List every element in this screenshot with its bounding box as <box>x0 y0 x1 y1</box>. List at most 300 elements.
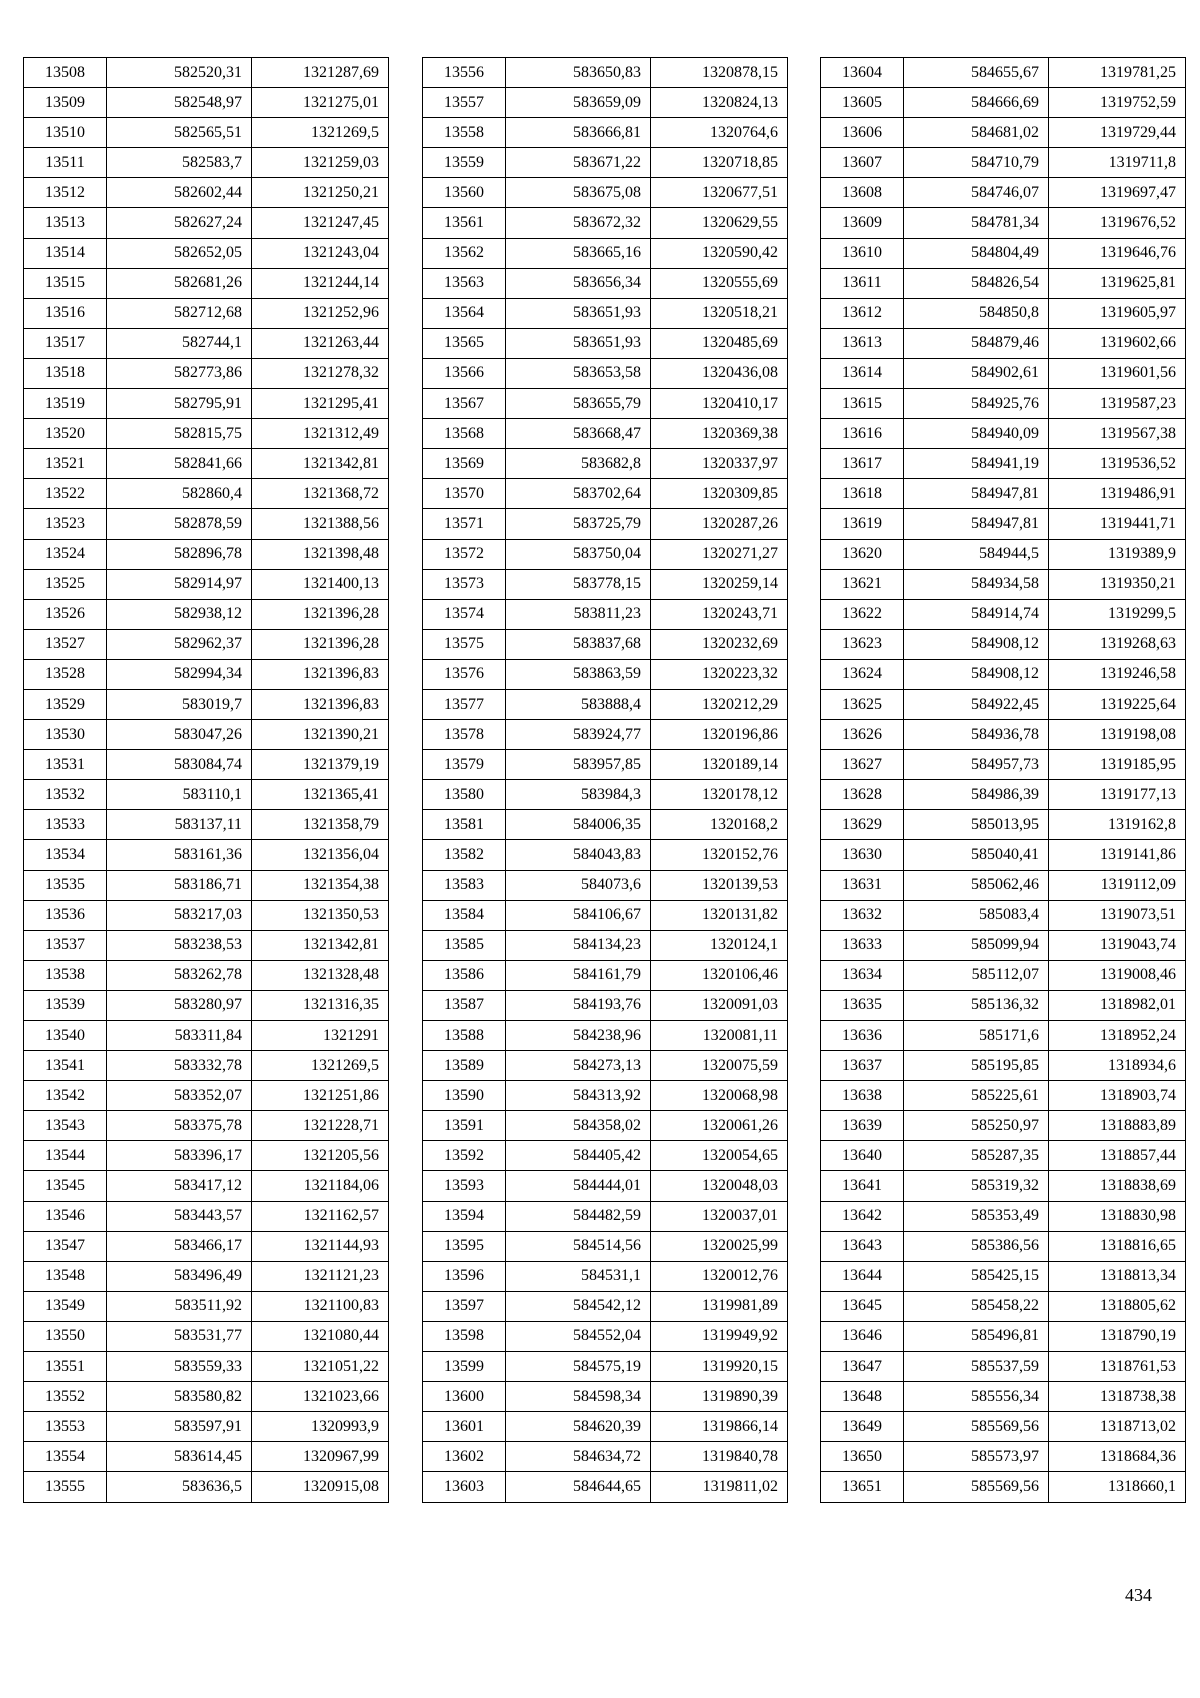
x-coordinate-cell: 584934,58 <box>904 569 1049 599</box>
point-number-cell: 13546 <box>24 1201 107 1231</box>
x-coordinate-cell: 584542,12 <box>506 1291 651 1321</box>
table-row <box>24 750 389 780</box>
y-coordinate-cell: 1320025,99 <box>651 1231 788 1261</box>
x-coordinate-cell: 583702,64 <box>506 479 651 509</box>
y-coordinate-cell: 1319601,56 <box>1049 358 1186 388</box>
table-row <box>24 509 389 539</box>
point-number-cell: 13621 <box>821 569 904 599</box>
point-number-cell: 13583 <box>423 870 506 900</box>
y-coordinate-cell: 1319587,23 <box>1049 389 1186 419</box>
y-coordinate-cell: 1320337,97 <box>651 449 788 479</box>
table-row <box>821 509 1186 539</box>
y-coordinate-cell: 1320061,26 <box>651 1111 788 1141</box>
x-coordinate-cell: 583332,78 <box>107 1051 252 1081</box>
point-number-cell: 13549 <box>24 1291 107 1321</box>
point-number-cell: 13589 <box>423 1051 506 1081</box>
point-number-cell: 13575 <box>423 629 506 659</box>
table-row <box>24 298 389 328</box>
point-number-cell: 13627 <box>821 750 904 780</box>
point-number-cell: 13641 <box>821 1171 904 1201</box>
point-number-cell: 13564 <box>423 298 506 328</box>
y-coordinate-cell: 1321269,5 <box>252 1051 389 1081</box>
y-coordinate-cell: 1321080,44 <box>252 1321 389 1351</box>
y-coordinate-cell: 1319268,63 <box>1049 629 1186 659</box>
x-coordinate-cell: 582712,68 <box>107 298 252 328</box>
table-row <box>24 900 389 930</box>
table-row <box>423 358 788 388</box>
x-coordinate-cell: 584925,76 <box>904 389 1049 419</box>
table-row <box>821 1051 1186 1081</box>
y-coordinate-cell: 1319112,09 <box>1049 870 1186 900</box>
x-coordinate-cell: 584273,13 <box>506 1051 651 1081</box>
point-number-cell: 13615 <box>821 389 904 419</box>
y-coordinate-cell: 1321259,03 <box>252 148 389 178</box>
table-row <box>821 88 1186 118</box>
x-coordinate-cell: 583659,09 <box>506 88 651 118</box>
table-row <box>821 1201 1186 1231</box>
table-row <box>423 1201 788 1231</box>
y-coordinate-cell: 1321244,14 <box>252 268 389 298</box>
point-number-cell: 13598 <box>423 1321 506 1351</box>
y-coordinate-cell: 1318816,65 <box>1049 1231 1186 1261</box>
x-coordinate-cell: 583511,92 <box>107 1291 252 1321</box>
point-number-cell: 13510 <box>24 118 107 148</box>
table-row <box>24 449 389 479</box>
y-coordinate-cell: 1318982,01 <box>1049 990 1186 1020</box>
table-row <box>24 689 389 719</box>
y-coordinate-cell: 1321354,38 <box>252 870 389 900</box>
point-number-cell: 13595 <box>423 1231 506 1261</box>
table-row <box>423 1261 788 1291</box>
table-row <box>24 479 389 509</box>
x-coordinate-cell: 584531,1 <box>506 1261 651 1291</box>
y-coordinate-cell: 1320271,27 <box>651 539 788 569</box>
x-coordinate-cell: 583672,32 <box>506 208 651 238</box>
point-number-cell: 13584 <box>423 900 506 930</box>
table-row <box>821 1382 1186 1412</box>
table-row <box>24 268 389 298</box>
point-number-cell: 13588 <box>423 1021 506 1051</box>
table-row <box>423 208 788 238</box>
y-coordinate-cell: 1320152,76 <box>651 840 788 870</box>
y-coordinate-cell: 1321398,48 <box>252 539 389 569</box>
point-number-cell: 13573 <box>423 569 506 599</box>
point-number-cell: 13568 <box>423 419 506 449</box>
point-number-cell: 13581 <box>423 810 506 840</box>
point-number-cell: 13529 <box>24 689 107 719</box>
y-coordinate-cell: 1321388,56 <box>252 509 389 539</box>
y-coordinate-cell: 1321121,23 <box>252 1261 389 1291</box>
table-row <box>423 328 788 358</box>
y-coordinate-cell: 1320915,08 <box>252 1472 389 1502</box>
table-row <box>821 1081 1186 1111</box>
x-coordinate-cell: 585136,32 <box>904 990 1049 1020</box>
point-number-cell: 13558 <box>423 118 506 148</box>
table-row <box>423 1231 788 1261</box>
point-number-cell: 13601 <box>423 1412 506 1442</box>
point-number-cell: 13537 <box>24 930 107 960</box>
y-coordinate-cell: 1319729,44 <box>1049 118 1186 148</box>
x-coordinate-cell: 584666,69 <box>904 88 1049 118</box>
table-row <box>821 900 1186 930</box>
table-row <box>423 389 788 419</box>
x-coordinate-cell: 583655,79 <box>506 389 651 419</box>
y-coordinate-cell: 1320590,42 <box>651 238 788 268</box>
x-coordinate-cell: 584986,39 <box>904 780 1049 810</box>
point-number-cell: 13557 <box>423 88 506 118</box>
y-coordinate-cell: 1321350,53 <box>252 900 389 930</box>
x-coordinate-cell: 583888,4 <box>506 689 651 719</box>
table-row <box>24 1412 389 1442</box>
x-coordinate-cell: 583650,83 <box>506 58 651 88</box>
y-coordinate-cell: 1319073,51 <box>1049 900 1186 930</box>
y-coordinate-cell: 1320196,86 <box>651 720 788 750</box>
x-coordinate-cell: 582795,91 <box>107 389 252 419</box>
x-coordinate-cell: 583863,59 <box>506 659 651 689</box>
x-coordinate-cell: 584043,83 <box>506 840 651 870</box>
point-number-cell: 13538 <box>24 960 107 990</box>
x-coordinate-cell: 585250,97 <box>904 1111 1049 1141</box>
point-number-cell: 13609 <box>821 208 904 238</box>
y-coordinate-cell: 1320436,08 <box>651 358 788 388</box>
y-coordinate-cell: 1319246,58 <box>1049 659 1186 689</box>
point-number-cell: 13599 <box>423 1352 506 1382</box>
point-number-cell: 13600 <box>423 1382 506 1412</box>
table-row <box>423 1472 788 1502</box>
table-row <box>423 750 788 780</box>
point-number-cell: 13587 <box>423 990 506 1020</box>
point-number-cell: 13512 <box>24 178 107 208</box>
table-row <box>821 1352 1186 1382</box>
point-number-cell: 13530 <box>24 720 107 750</box>
table-row <box>821 539 1186 569</box>
point-number-cell: 13591 <box>423 1111 506 1141</box>
x-coordinate-cell: 585458,22 <box>904 1291 1049 1321</box>
x-coordinate-cell: 584936,78 <box>904 720 1049 750</box>
table-row <box>821 358 1186 388</box>
point-number-cell: 13640 <box>821 1141 904 1171</box>
y-coordinate-cell: 1321263,44 <box>252 328 389 358</box>
x-coordinate-cell: 582548,97 <box>107 88 252 118</box>
y-coordinate-cell: 1321144,93 <box>252 1231 389 1261</box>
x-coordinate-cell: 585225,61 <box>904 1081 1049 1111</box>
table-row <box>821 1442 1186 1472</box>
point-number-cell: 13636 <box>821 1021 904 1051</box>
y-coordinate-cell: 1320178,12 <box>651 780 788 810</box>
x-coordinate-cell: 585171,6 <box>904 1021 1049 1051</box>
y-coordinate-cell: 1319141,86 <box>1049 840 1186 870</box>
y-coordinate-cell: 1320629,55 <box>651 208 788 238</box>
point-number-cell: 13651 <box>821 1472 904 1502</box>
x-coordinate-cell: 584710,79 <box>904 148 1049 178</box>
table-row <box>821 1472 1186 1502</box>
x-coordinate-cell: 584161,79 <box>506 960 651 990</box>
table-row <box>423 449 788 479</box>
point-number-cell: 13616 <box>821 419 904 449</box>
table-row <box>821 118 1186 148</box>
table-row <box>423 1021 788 1051</box>
table-row <box>423 1321 788 1351</box>
point-number-cell: 13569 <box>423 449 506 479</box>
x-coordinate-cell: 585496,81 <box>904 1321 1049 1351</box>
table-row <box>821 389 1186 419</box>
x-coordinate-cell: 582878,59 <box>107 509 252 539</box>
x-coordinate-cell: 585083,4 <box>904 900 1049 930</box>
y-coordinate-cell: 1321396,83 <box>252 689 389 719</box>
table-row <box>423 118 788 148</box>
point-number-cell: 13629 <box>821 810 904 840</box>
x-coordinate-cell: 584444,01 <box>506 1171 651 1201</box>
point-number-cell: 13525 <box>24 569 107 599</box>
x-coordinate-cell: 583262,78 <box>107 960 252 990</box>
table-row <box>423 58 788 88</box>
table-row <box>821 1021 1186 1051</box>
y-coordinate-cell: 1319536,52 <box>1049 449 1186 479</box>
point-number-cell: 13632 <box>821 900 904 930</box>
y-coordinate-cell: 1320075,59 <box>651 1051 788 1081</box>
point-number-cell: 13648 <box>821 1382 904 1412</box>
y-coordinate-cell: 1321252,96 <box>252 298 389 328</box>
table-row <box>24 720 389 750</box>
table-row <box>821 58 1186 88</box>
point-number-cell: 13521 <box>24 449 107 479</box>
x-coordinate-cell: 582520,31 <box>107 58 252 88</box>
table-row <box>24 930 389 960</box>
x-coordinate-cell: 584313,92 <box>506 1081 651 1111</box>
y-coordinate-cell: 1321379,19 <box>252 750 389 780</box>
y-coordinate-cell: 1318883,89 <box>1049 1111 1186 1141</box>
x-coordinate-cell: 583110,1 <box>107 780 252 810</box>
x-coordinate-cell: 585573,97 <box>904 1442 1049 1472</box>
point-number-cell: 13528 <box>24 659 107 689</box>
table-row <box>821 328 1186 358</box>
x-coordinate-cell: 584922,45 <box>904 689 1049 719</box>
y-coordinate-cell: 1320243,71 <box>651 599 788 629</box>
y-coordinate-cell: 1319781,25 <box>1049 58 1186 88</box>
table-row <box>423 148 788 178</box>
point-number-cell: 13630 <box>821 840 904 870</box>
table-row <box>423 509 788 539</box>
table-row <box>24 1321 389 1351</box>
table-row <box>24 870 389 900</box>
table-row <box>821 148 1186 178</box>
table-row <box>24 1291 389 1321</box>
x-coordinate-cell: 583466,17 <box>107 1231 252 1261</box>
y-coordinate-cell: 1321247,45 <box>252 208 389 238</box>
x-coordinate-cell: 584957,73 <box>904 750 1049 780</box>
table-row <box>423 1352 788 1382</box>
y-coordinate-cell: 1319646,76 <box>1049 238 1186 268</box>
point-number-cell: 13567 <box>423 389 506 419</box>
x-coordinate-cell: 582744,1 <box>107 328 252 358</box>
y-coordinate-cell: 1321228,71 <box>252 1111 389 1141</box>
x-coordinate-cell: 583496,49 <box>107 1261 252 1291</box>
y-coordinate-cell: 1319225,64 <box>1049 689 1186 719</box>
x-coordinate-cell: 584850,8 <box>904 298 1049 328</box>
x-coordinate-cell: 582627,24 <box>107 208 252 238</box>
point-number-cell: 13554 <box>24 1442 107 1472</box>
y-coordinate-cell: 1320232,69 <box>651 629 788 659</box>
y-coordinate-cell: 1319162,8 <box>1049 810 1186 840</box>
point-number-cell: 13585 <box>423 930 506 960</box>
y-coordinate-cell: 1321356,04 <box>252 840 389 870</box>
table-row <box>423 178 788 208</box>
x-coordinate-cell: 583161,36 <box>107 840 252 870</box>
y-coordinate-cell: 1320718,85 <box>651 148 788 178</box>
x-coordinate-cell: 583597,91 <box>107 1412 252 1442</box>
x-coordinate-cell: 583186,71 <box>107 870 252 900</box>
y-coordinate-cell: 1320824,13 <box>651 88 788 118</box>
x-coordinate-cell: 584193,76 <box>506 990 651 1020</box>
table-row <box>423 599 788 629</box>
point-number-cell: 13577 <box>423 689 506 719</box>
x-coordinate-cell: 583531,77 <box>107 1321 252 1351</box>
y-coordinate-cell: 1321205,56 <box>252 1141 389 1171</box>
y-coordinate-cell: 1319389,9 <box>1049 539 1186 569</box>
x-coordinate-cell: 584940,09 <box>904 419 1049 449</box>
table-row <box>821 1321 1186 1351</box>
table-row <box>423 1081 788 1111</box>
y-coordinate-cell: 1320048,03 <box>651 1171 788 1201</box>
y-coordinate-cell: 1319711,8 <box>1049 148 1186 178</box>
y-coordinate-cell: 1320410,17 <box>651 389 788 419</box>
point-number-cell: 13532 <box>24 780 107 810</box>
table-row <box>821 208 1186 238</box>
x-coordinate-cell: 582994,34 <box>107 659 252 689</box>
x-coordinate-cell: 582773,86 <box>107 358 252 388</box>
table-row <box>423 539 788 569</box>
table-row <box>24 1231 389 1261</box>
table-row <box>24 389 389 419</box>
table-row <box>821 810 1186 840</box>
point-number-cell: 13582 <box>423 840 506 870</box>
y-coordinate-cell: 1320189,14 <box>651 750 788 780</box>
x-coordinate-cell: 585013,95 <box>904 810 1049 840</box>
y-coordinate-cell: 1319602,66 <box>1049 328 1186 358</box>
point-number-cell: 13550 <box>24 1321 107 1351</box>
x-coordinate-cell: 585353,49 <box>904 1201 1049 1231</box>
point-number-cell: 13619 <box>821 509 904 539</box>
point-number-cell: 13533 <box>24 810 107 840</box>
y-coordinate-cell: 1320967,99 <box>252 1442 389 1472</box>
x-coordinate-cell: 582565,51 <box>107 118 252 148</box>
point-number-cell: 13622 <box>821 599 904 629</box>
x-coordinate-cell: 584944,5 <box>904 539 1049 569</box>
point-number-cell: 13572 <box>423 539 506 569</box>
table-row <box>24 1261 389 1291</box>
point-number-cell: 13626 <box>821 720 904 750</box>
point-number-cell: 13610 <box>821 238 904 268</box>
x-coordinate-cell: 583957,85 <box>506 750 651 780</box>
table-row <box>423 479 788 509</box>
x-coordinate-cell: 582815,75 <box>107 419 252 449</box>
y-coordinate-cell: 1319625,81 <box>1049 268 1186 298</box>
point-number-cell: 13566 <box>423 358 506 388</box>
y-coordinate-cell: 1321390,21 <box>252 720 389 750</box>
x-coordinate-cell: 584941,19 <box>904 449 1049 479</box>
y-coordinate-cell: 1320012,76 <box>651 1261 788 1291</box>
point-number-cell: 13553 <box>24 1412 107 1442</box>
point-number-cell: 13637 <box>821 1051 904 1081</box>
point-number-cell: 13647 <box>821 1352 904 1382</box>
y-coordinate-cell: 1321316,35 <box>252 990 389 1020</box>
table-row <box>24 1081 389 1111</box>
table-row <box>24 238 389 268</box>
point-number-cell: 13547 <box>24 1231 107 1261</box>
y-coordinate-cell: 1319866,14 <box>651 1412 788 1442</box>
x-coordinate-cell: 583750,04 <box>506 539 651 569</box>
x-coordinate-cell: 584552,04 <box>506 1321 651 1351</box>
x-coordinate-cell: 584006,35 <box>506 810 651 840</box>
x-coordinate-cell: 585386,56 <box>904 1231 1049 1261</box>
point-number-cell: 13536 <box>24 900 107 930</box>
table-row <box>24 58 389 88</box>
x-coordinate-cell: 585425,15 <box>904 1261 1049 1291</box>
table-row <box>821 449 1186 479</box>
point-number-cell: 13561 <box>423 208 506 238</box>
table-row <box>24 1201 389 1231</box>
point-number-cell: 13578 <box>423 720 506 750</box>
y-coordinate-cell: 1321278,32 <box>252 358 389 388</box>
y-coordinate-cell: 1321312,49 <box>252 419 389 449</box>
x-coordinate-cell: 584902,61 <box>904 358 1049 388</box>
y-coordinate-cell: 1318790,19 <box>1049 1321 1186 1351</box>
table-row <box>821 238 1186 268</box>
point-number-cell: 13643 <box>821 1231 904 1261</box>
table-row <box>821 629 1186 659</box>
y-coordinate-cell: 1321365,41 <box>252 780 389 810</box>
y-coordinate-cell: 1319198,08 <box>1049 720 1186 750</box>
table-row <box>423 1291 788 1321</box>
point-number-cell: 13565 <box>423 328 506 358</box>
point-number-cell: 13574 <box>423 599 506 629</box>
x-coordinate-cell: 582896,78 <box>107 539 252 569</box>
x-coordinate-cell: 583666,81 <box>506 118 651 148</box>
point-number-cell: 13633 <box>821 930 904 960</box>
point-number-cell: 13526 <box>24 599 107 629</box>
y-coordinate-cell: 1321400,13 <box>252 569 389 599</box>
point-number-cell: 13594 <box>423 1201 506 1231</box>
y-coordinate-cell: 1321396,28 <box>252 629 389 659</box>
y-coordinate-cell: 1319177,13 <box>1049 780 1186 810</box>
x-coordinate-cell: 583837,68 <box>506 629 651 659</box>
table-row <box>24 1021 389 1051</box>
y-coordinate-cell: 1318838,69 <box>1049 1171 1186 1201</box>
point-number-cell: 13623 <box>821 629 904 659</box>
table-row <box>423 900 788 930</box>
y-coordinate-cell: 1319441,71 <box>1049 509 1186 539</box>
table-row <box>821 1171 1186 1201</box>
table-row <box>821 720 1186 750</box>
y-coordinate-cell: 1321368,72 <box>252 479 389 509</box>
table-row <box>423 1141 788 1171</box>
x-coordinate-cell: 583653,58 <box>506 358 651 388</box>
y-coordinate-cell: 1321342,81 <box>252 449 389 479</box>
point-number-cell: 13649 <box>821 1412 904 1442</box>
point-number-cell: 13522 <box>24 479 107 509</box>
x-coordinate-cell: 583682,8 <box>506 449 651 479</box>
point-number-cell: 13579 <box>423 750 506 780</box>
point-number-cell: 13596 <box>423 1261 506 1291</box>
table-row <box>24 960 389 990</box>
point-number-cell: 13511 <box>24 148 107 178</box>
y-coordinate-cell: 1319697,47 <box>1049 178 1186 208</box>
table-row <box>821 750 1186 780</box>
x-coordinate-cell: 583084,74 <box>107 750 252 780</box>
x-coordinate-cell: 583614,45 <box>107 1442 252 1472</box>
y-coordinate-cell: 1319043,74 <box>1049 930 1186 960</box>
y-coordinate-cell: 1320037,01 <box>651 1201 788 1231</box>
